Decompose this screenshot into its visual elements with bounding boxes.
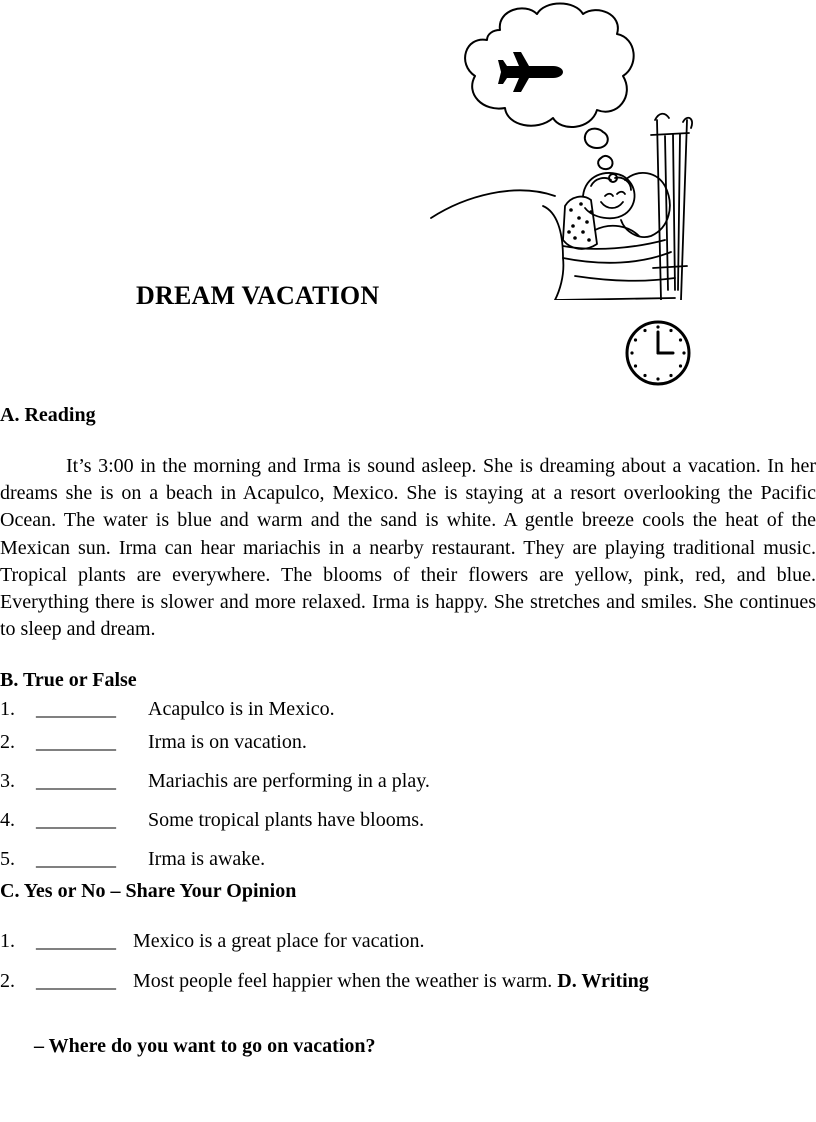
item-number: 3. xyxy=(0,770,15,792)
section-a-heading: A. Reading xyxy=(0,404,96,426)
item-number: 1. xyxy=(0,930,15,952)
item-number: 1. xyxy=(0,698,15,720)
answer-blank[interactable]: ________ xyxy=(36,848,116,870)
answer-blank[interactable]: ________ xyxy=(36,809,116,831)
item-statement: Mariachis are performing in a play. xyxy=(148,770,430,792)
answer-blank[interactable]: ________ xyxy=(36,770,116,792)
airplane-icon xyxy=(498,52,563,92)
section-c-heading: C. Yes or No – Share Your Opinion xyxy=(0,880,297,902)
answer-blank[interactable]: ________ xyxy=(36,731,116,753)
reading-paragraph: It’s 3:00 in the morning and Irma is sound asleep. She is dreaming about a vacation. In her dreams she is on a beach in Acapulco, Mexico. She is staying at a resort overlooking the Pacific Ocean. The water is blue and warm and the sand is white. A gentle breeze cools the heat of the Mexican sun. Irma can hear mariachis in a nearby restaurant. They are playing traditional music. Tropical plants are everywhere. The blooms of their flowers are yellow, pink, red, and blue. Everything there is slower and more relaxed. Irma is happy. She stretches and smiles. She continues to sleep and dream. xyxy=(0,455,816,641)
section-b-heading: B. True or False xyxy=(0,669,137,691)
section-d-heading: D. Writing xyxy=(557,970,649,992)
item-number: 5. xyxy=(0,848,15,870)
item-statement xyxy=(133,970,649,993)
item-statement: Some tropical plants have blooms. xyxy=(148,809,425,831)
item-statement-text: Most people feel happier when the weather is warm. xyxy=(133,970,553,992)
page-title: DREAM VACATION xyxy=(136,281,380,310)
answer-blank[interactable]: ________ xyxy=(36,930,116,952)
clock-icon xyxy=(624,319,692,387)
item-number: 4. xyxy=(0,809,15,831)
item-number: 2. xyxy=(0,731,15,753)
sleeping-girl-dreaming-icon xyxy=(425,0,705,300)
item-statement: Mexico is a great place for vacation. xyxy=(133,930,425,952)
item-statement: Irma is awake. xyxy=(148,848,266,870)
item-number: 2. xyxy=(0,970,15,992)
writing-prompt: – Where do you want to go on vacation? xyxy=(34,1035,376,1057)
answer-blank[interactable]: ________ xyxy=(36,698,116,720)
item-statement: Acapulco is in Mexico. xyxy=(148,698,335,720)
item-statement: Irma is on vacation. xyxy=(148,731,307,753)
answer-blank[interactable]: ________ xyxy=(36,970,116,992)
